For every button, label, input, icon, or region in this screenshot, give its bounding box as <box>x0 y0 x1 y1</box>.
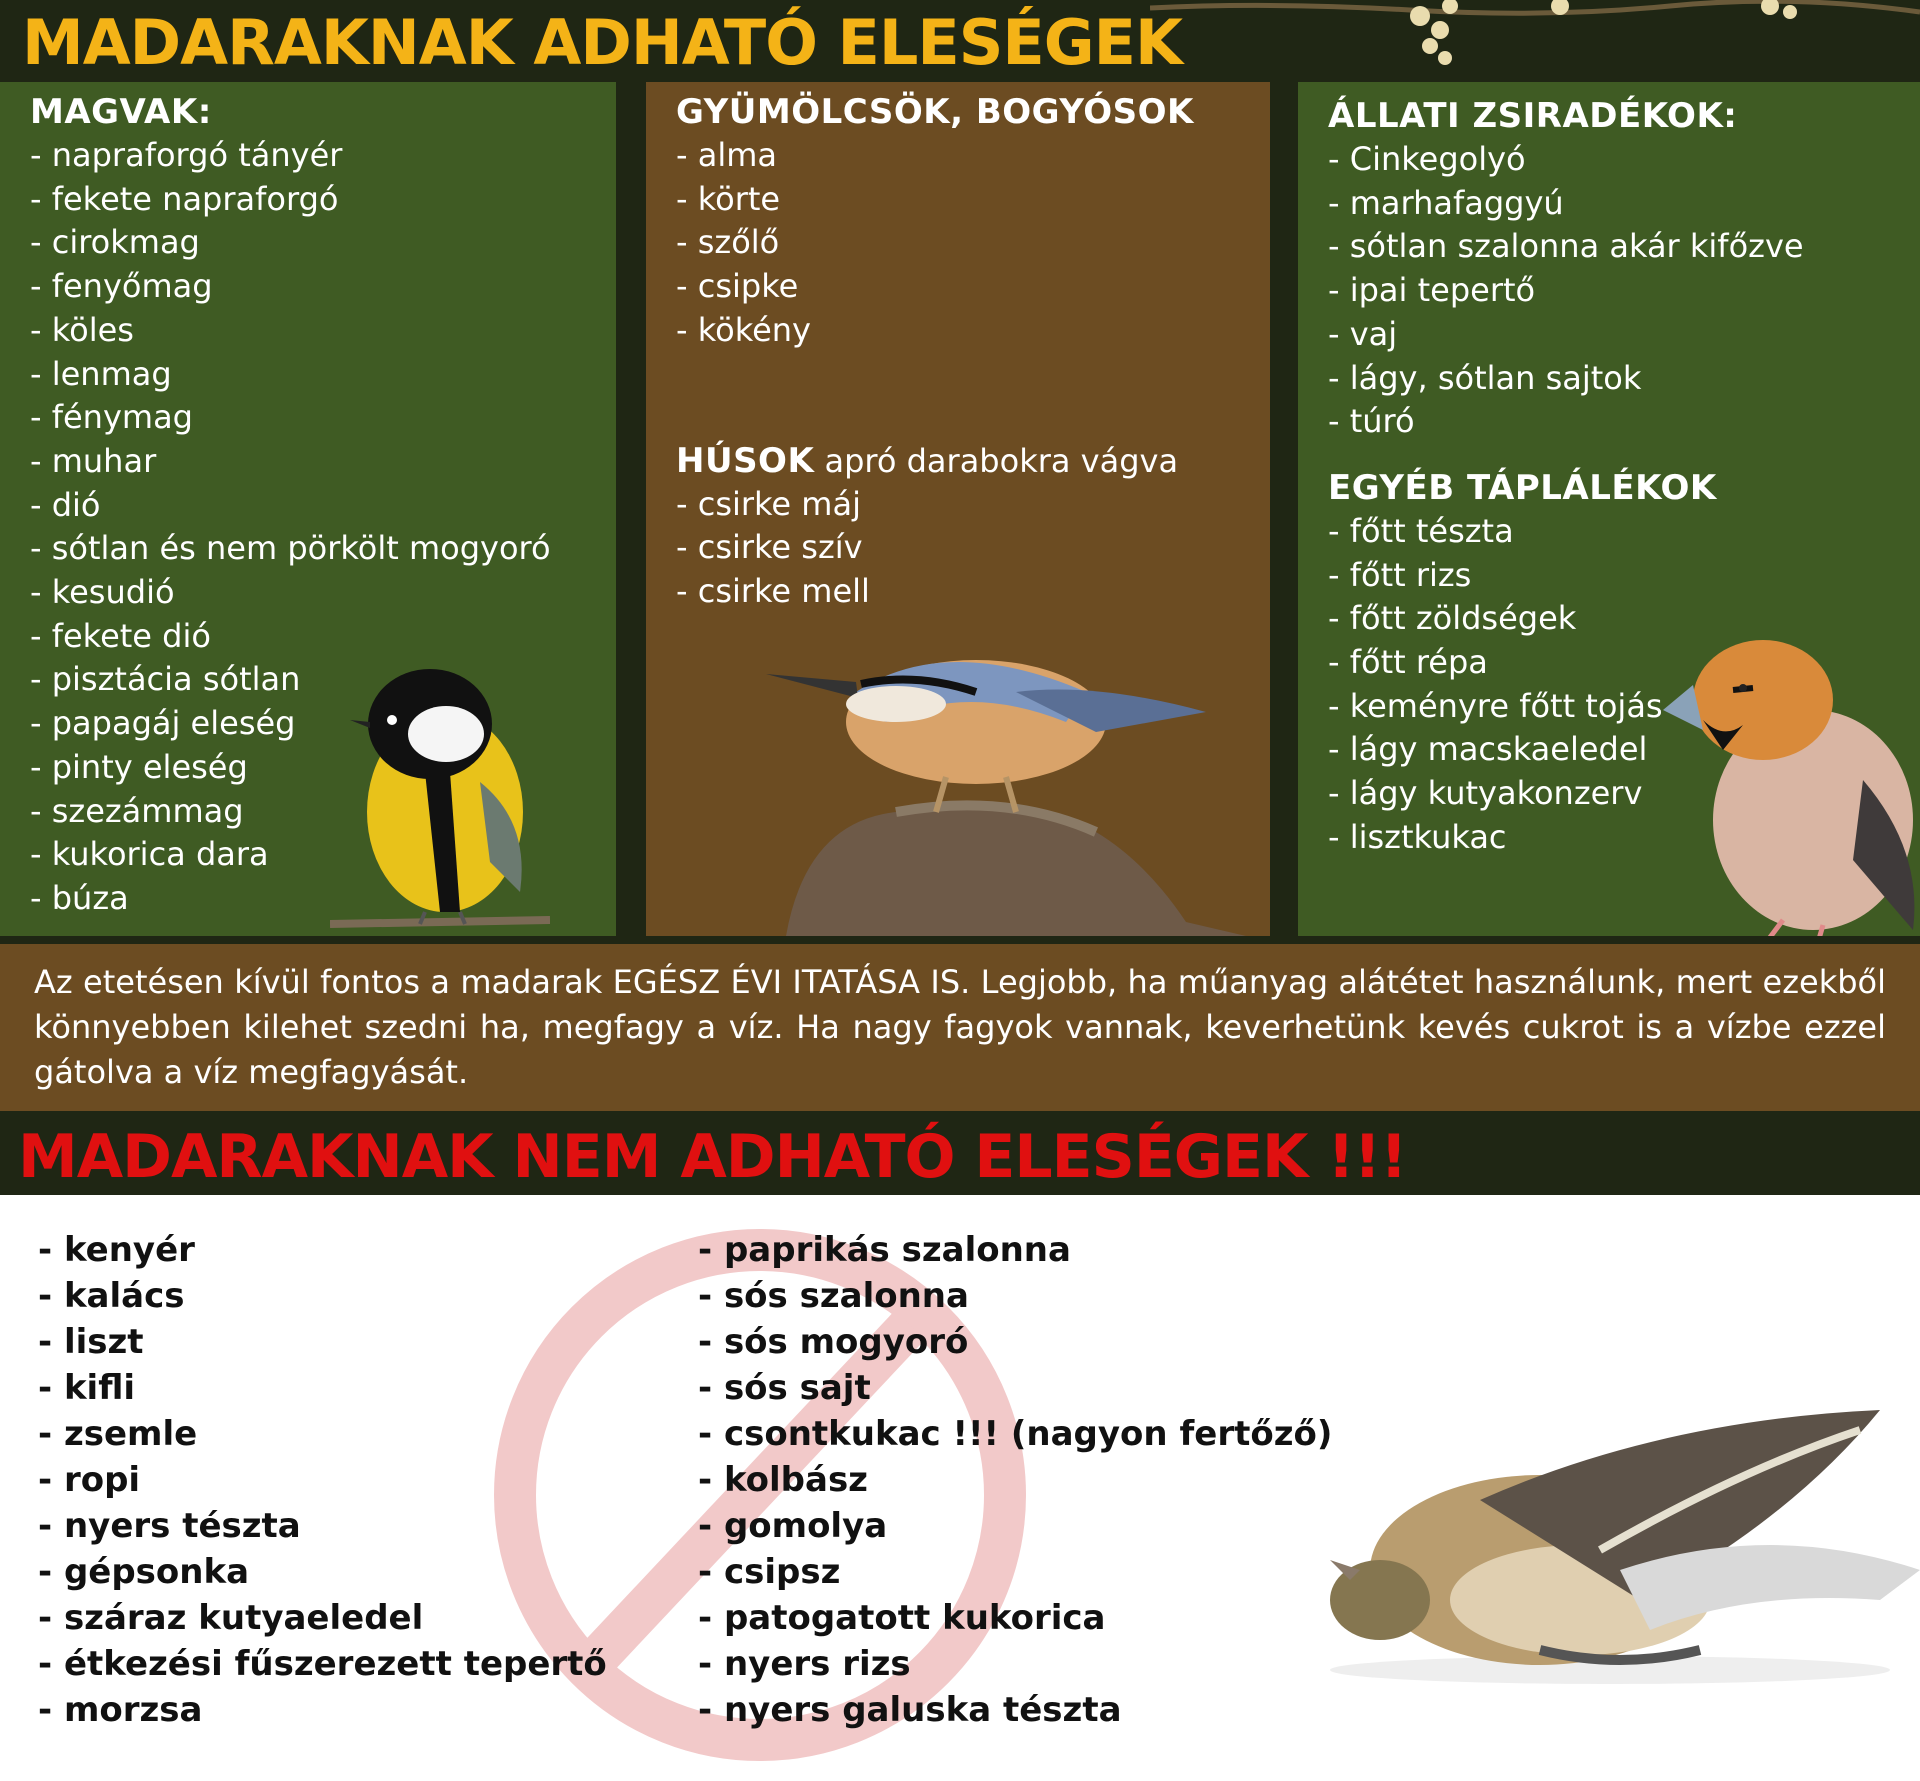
meats-heading <box>676 439 1270 483</box>
seed-item: - fénymag <box>30 398 193 437</box>
seeds-heading: MAGVAK: <box>30 92 212 132</box>
fruits-list <box>676 134 1270 353</box>
not-allowed-list-left <box>38 1227 607 1733</box>
forbidden-food-item: - ropi <box>38 1460 141 1500</box>
fat-item: - sótlan szalonna akár kifőzve <box>1328 227 1804 266</box>
fat-item: - lágy, sótlan sajtok <box>1328 358 1642 397</box>
fruit-item: - alma <box>676 136 777 174</box>
forbidden-food-item: - csipsz <box>698 1552 841 1592</box>
forbidden-food-item: - nyers galuska tészta <box>698 1690 1122 1730</box>
fats-panel <box>1298 82 1920 936</box>
other-food-item: - keményre főtt tojás <box>1328 686 1663 725</box>
fruit-item: - kökény <box>676 310 811 349</box>
forbidden-food-item: - patogatott kukorica <box>698 1598 1106 1638</box>
divider-line <box>0 936 1920 944</box>
fat-item: - túró <box>1328 402 1415 441</box>
meats-heading-rest: apró darabokra vágva <box>814 441 1179 480</box>
seed-item: - papagáj eleség <box>30 704 296 743</box>
seed-item: - sótlan és nem pörkölt mogyoró <box>30 529 551 568</box>
other-food-item: - lágy macskaeledel <box>1328 730 1648 769</box>
forbidden-food-item: - kenyér <box>38 1230 195 1270</box>
other-food-item: - főtt tészta <box>1328 511 1514 550</box>
forbidden-food-item: - paprikás szalonna <box>698 1230 1071 1270</box>
fat-item: - Cinkegolyó <box>1328 140 1526 178</box>
forbidden-food-item: - sós mogyoró <box>698 1322 969 1362</box>
fruit-item: - csipke <box>676 267 799 306</box>
panel-divider <box>616 82 646 936</box>
fruits-panel <box>646 82 1270 936</box>
fat-item: - vaj <box>1328 314 1398 353</box>
seed-item: - napraforgó tányér <box>30 136 343 174</box>
seed-item: - lenmag <box>30 354 172 393</box>
seed-item: - búza <box>30 878 129 917</box>
forbidden-food-item: - zsemle <box>38 1414 198 1454</box>
fat-item: - ipai tepertő <box>1328 271 1536 310</box>
forbidden-food-item: - sós sajt <box>698 1368 871 1408</box>
fruit-item: - szőlő <box>676 223 780 262</box>
meat-item: - csirke máj <box>676 484 861 523</box>
forbidden-food-item: - liszt <box>38 1322 144 1362</box>
dead-bird-icon <box>1320 1400 1920 1700</box>
forbidden-food-item: - kifli <box>38 1368 136 1408</box>
page-title-not-allowed: MADARAKNAK NEM ADHATÓ ELESÉGEK !!! <box>18 1122 1407 1192</box>
other-food-item: - lágy kutyakonzerv <box>1328 774 1643 813</box>
other-food-item: - főtt rizs <box>1328 555 1472 594</box>
nuthatch-bird-icon <box>766 622 1266 936</box>
forbidden-food-item: - gépsonka <box>38 1552 250 1592</box>
fats-heading: ÁLLATI ZSIRADÉKOK: <box>1328 96 1738 136</box>
forbidden-food-item: - morzsa <box>38 1690 203 1730</box>
forbidden-food-item: - csontkukac !!! (nagyon fertőző) <box>698 1414 1333 1454</box>
other-food-item: - főtt zöldségek <box>1328 599 1577 638</box>
other-food-item: - főtt répa <box>1328 643 1488 682</box>
not-allowed-list-right <box>698 1227 1332 1733</box>
forbidden-food-item: - nyers tészta <box>38 1506 301 1546</box>
seeds-panel <box>0 82 616 936</box>
meat-item: - csirke szív <box>676 528 863 567</box>
seed-item: - kesudió <box>30 573 175 612</box>
seed-item: - pisztácia sótlan <box>30 660 301 699</box>
seed-item: - fenyőmag <box>30 267 213 306</box>
seed-item: - dió <box>30 485 101 524</box>
forbidden-food-item: - gomolya <box>698 1506 888 1546</box>
fruits-heading: GYÜMÖLCSÖK, BOGYÓSOK <box>676 92 1194 132</box>
seed-item: - szezámmag <box>30 791 244 830</box>
hawfinch-bird-icon <box>1663 630 1920 960</box>
fats-list <box>1328 138 1920 444</box>
other-food-item: - lisztkukac <box>1328 817 1507 856</box>
great-tit-bird-icon <box>330 662 550 932</box>
forbidden-food-item: - kalács <box>38 1276 185 1316</box>
seed-item: - muhar <box>30 441 157 480</box>
panel-divider <box>1270 82 1298 936</box>
forbidden-food-item: - kolbász <box>698 1460 868 1500</box>
meat-item: - csirke mell <box>676 571 870 610</box>
seed-item: - fekete dió <box>30 616 211 655</box>
fruit-item: - körte <box>676 179 781 218</box>
seed-item: - pinty eleség <box>30 747 248 786</box>
blossom-twig-icon <box>1150 0 1920 70</box>
meats-list <box>676 483 1270 614</box>
page-title-allowed: MADARAKNAK ADHATÓ ELESÉGEK <box>22 6 1182 79</box>
seed-item: - kukorica dara <box>30 835 269 874</box>
fat-item: - marhafaggyú <box>1328 183 1564 222</box>
seed-item: - cirokmag <box>30 223 200 262</box>
water-note: Az etetésen kívül fontos a madarak EGÉSZ ÉVI ITATÁSA IS. Legjobb, ha műanyag alátétet használunk, mert ezekből könnyebben kilehet szedni ha, megfagy a víz. Ha nagy fagyok vannak, keverhetünk kevés cukrot is a vízbe ezzel gátolva a víz megfagyását. <box>0 936 1920 1111</box>
forbidden-food-item: - nyers rizs <box>698 1644 911 1684</box>
forbidden-food-item: - sós szalonna <box>698 1276 969 1316</box>
forbidden-food-item: - étkezési fűszerezett tepertő <box>38 1644 607 1684</box>
other-heading: EGYÉB TÁPLÁLÉKOK <box>1328 467 1717 508</box>
seed-item: - köles <box>30 310 134 349</box>
seed-item: - fekete napraforgó <box>30 179 339 218</box>
forbidden-food-item: - száraz kutyaeledel <box>38 1598 424 1638</box>
meats-heading-bold: HÚSOK <box>676 440 815 481</box>
